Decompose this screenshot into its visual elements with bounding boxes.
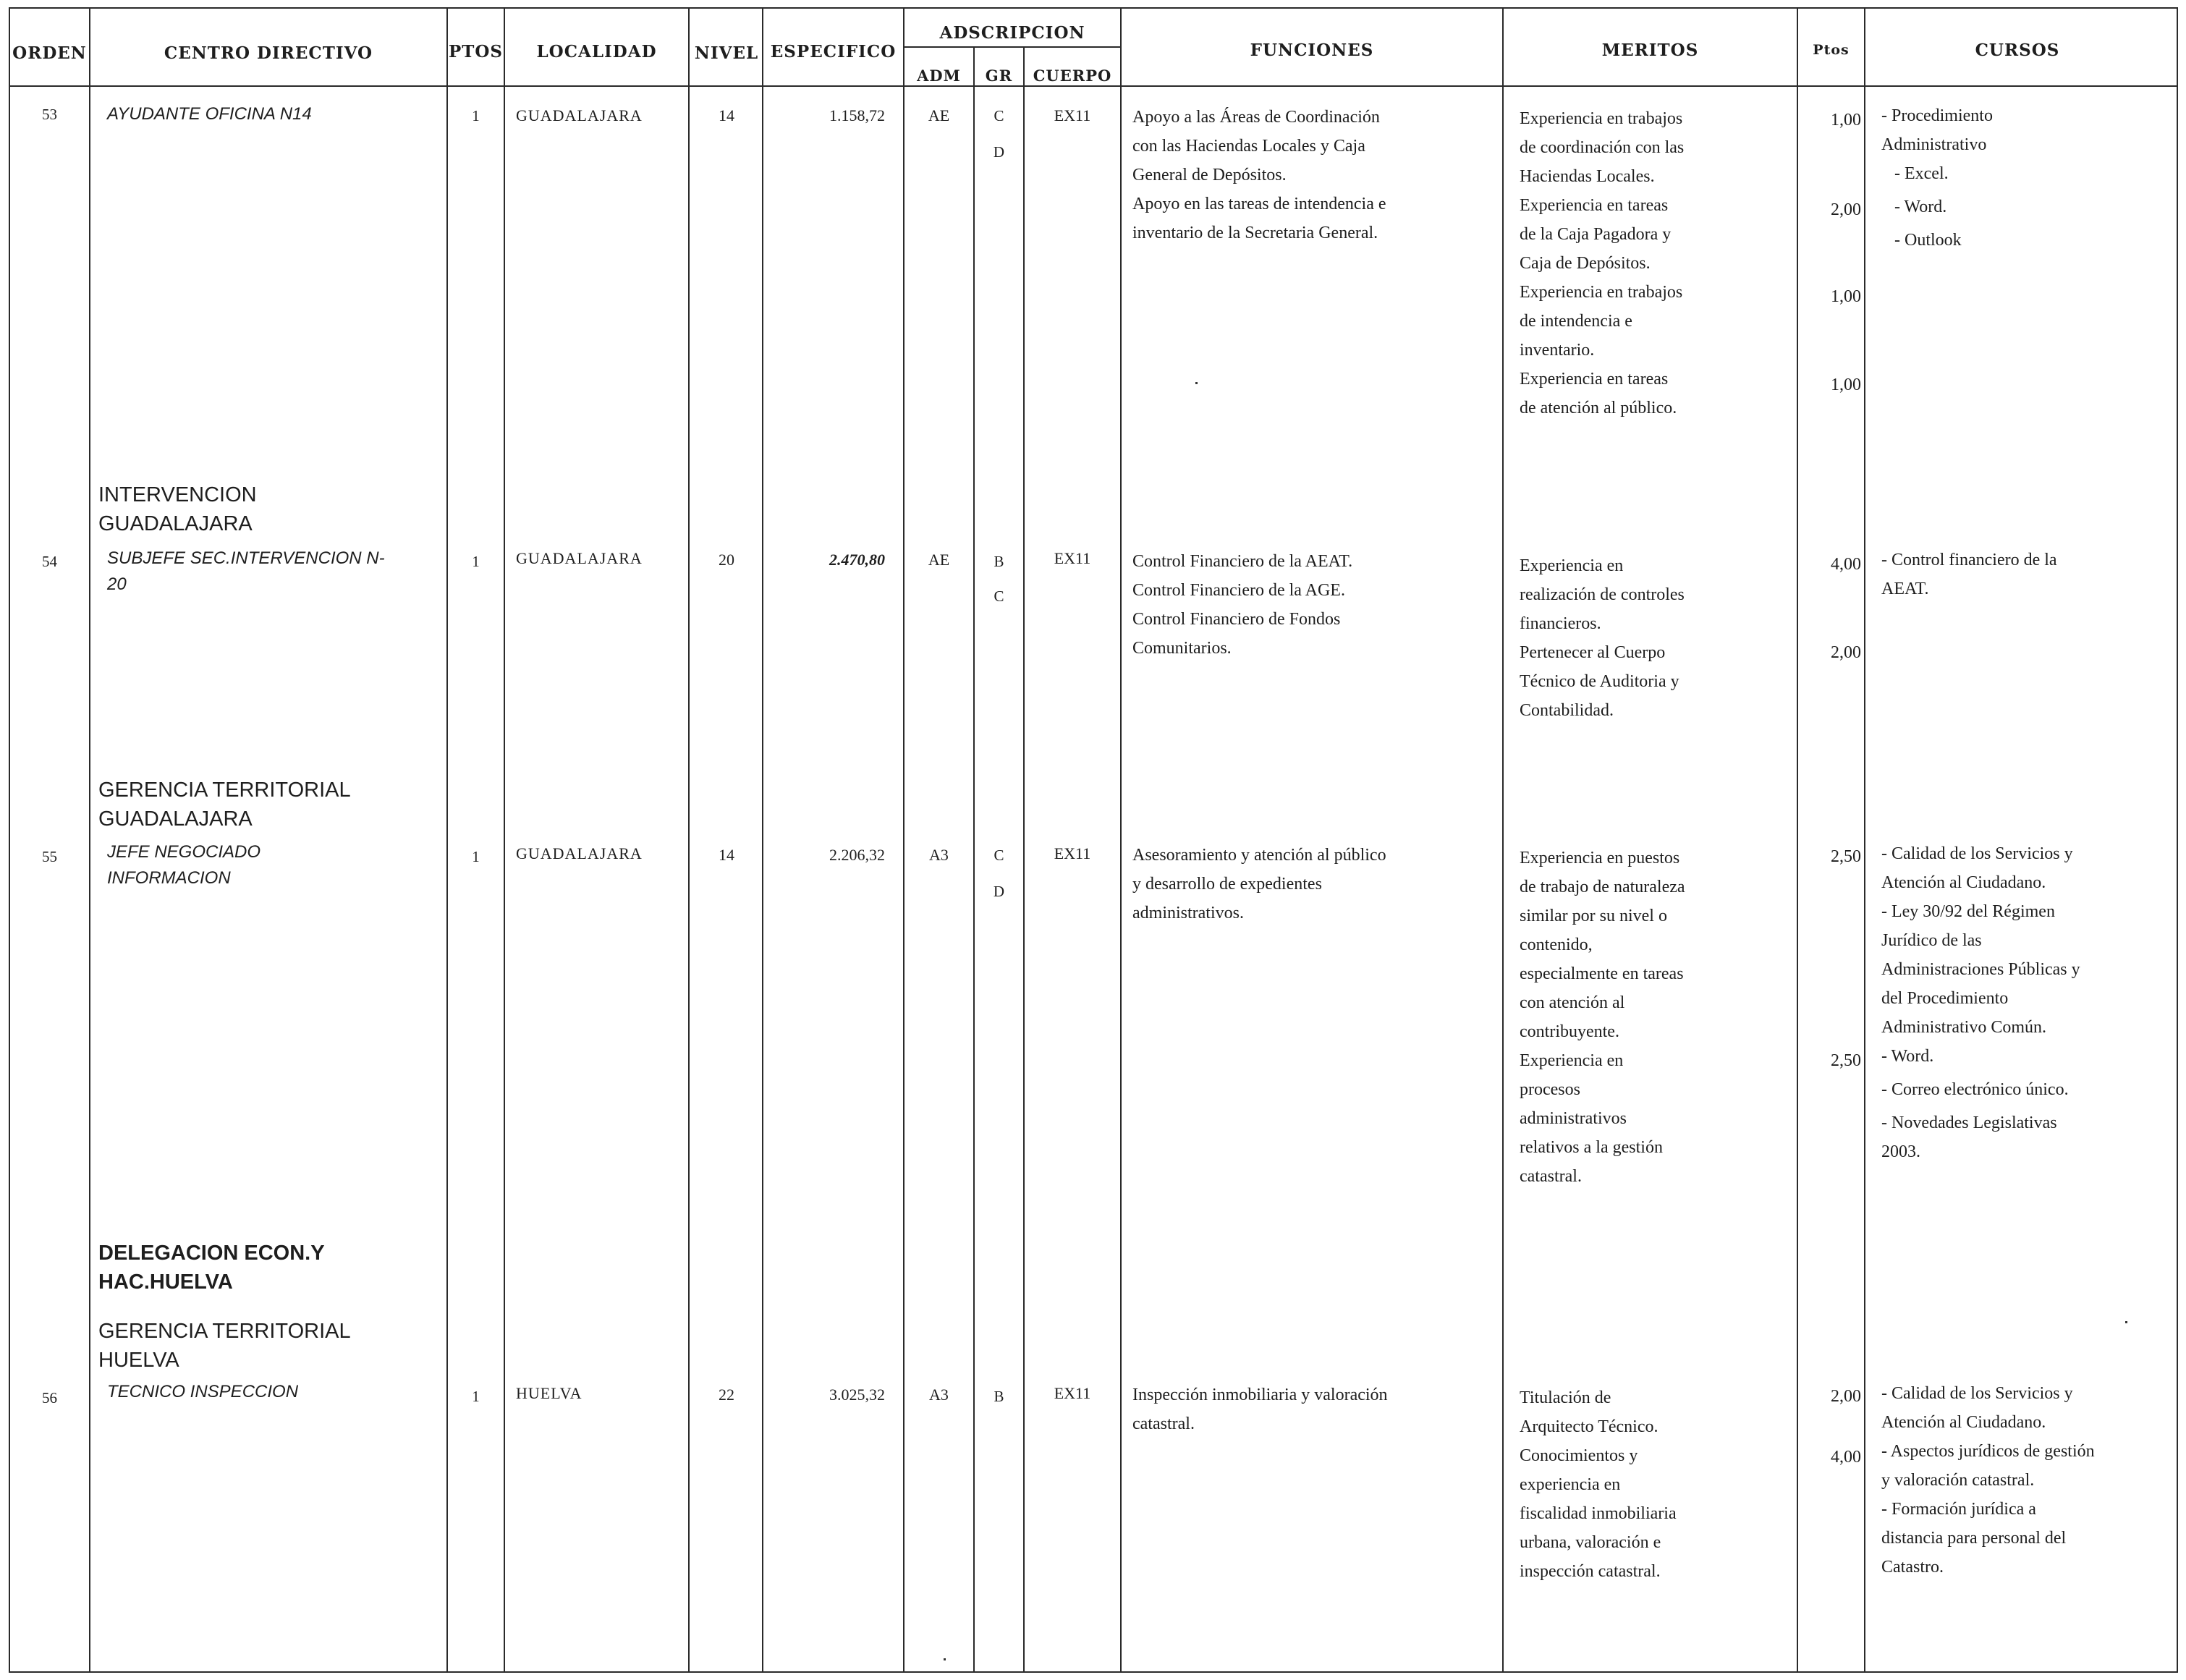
funciones-line: General de Depósitos. (1132, 166, 1287, 184)
curso-line: Catastro. (1881, 1558, 1944, 1577)
col-divider (89, 7, 90, 1673)
merito-line: de atención al público. (1520, 399, 1677, 417)
curso-line: - Ley 30/92 del Régimen (1881, 902, 2055, 921)
merito-points: 1,00 (1831, 376, 1861, 394)
curso-line: - Procedimiento (1881, 106, 1993, 125)
merito-line: de trabajo de naturaleza (1520, 878, 1685, 896)
curso-line: - Control financiero de la (1881, 551, 2057, 569)
merito-line: experiencia en (1520, 1475, 1621, 1494)
funciones-line: catastral. (1132, 1414, 1195, 1433)
curso-line: distancia para personal del (1881, 1529, 2067, 1548)
row-puesto: JEFE NEGOCIADO INFORMACION (107, 842, 261, 888)
curso-line: - Word. (1894, 198, 1947, 216)
curso-line: Administrativo (1881, 135, 1987, 154)
merito-line: inventario. (1520, 341, 1595, 360)
header-cursos: CURSOS (1975, 41, 2060, 60)
funciones-line: Control Financiero de la AGE. (1132, 581, 1345, 600)
curso-line: - Calidad de los Servicios y (1881, 844, 2073, 863)
merito-line: contribuyente. (1520, 1022, 1619, 1041)
curso-line: - Formación jurídica a (1881, 1500, 2036, 1519)
row-ptos: 1 (472, 553, 480, 570)
merito-line: realización de controles (1520, 585, 1685, 604)
group-heading (98, 1239, 402, 1297)
row-cursos (1881, 101, 1993, 255)
row-orden: 55 (42, 848, 57, 865)
merito-line: Conocimientos y (1520, 1446, 1638, 1465)
merito-line: Técnico de Auditoria y (1520, 672, 1679, 691)
row-orden: 53 (42, 106, 57, 123)
col-divider (688, 7, 690, 1673)
header-adscripcion: ADSCRIPCION (939, 23, 1085, 43)
merito-line: especialmente en tareas (1520, 964, 1684, 983)
row-meritos (1520, 1383, 1677, 1586)
row-cuerpo: EX11 (1054, 549, 1091, 567)
header-ptos-meritos: Ptos (1813, 42, 1850, 58)
row-funciones (1132, 1380, 1388, 1438)
merito-line: Experiencia en (1520, 556, 1624, 575)
col-divider (504, 7, 505, 1673)
row-orden: 54 (42, 553, 57, 570)
merito-line: de la Caja Pagadora y (1520, 225, 1672, 244)
row-especifico: 2.206,32 (829, 846, 885, 864)
curso-line: AEAT. (1881, 580, 1929, 598)
merito-line: inspección catastral. (1520, 1562, 1661, 1581)
row-puesto: SUBJEFE SEC.INTERVENCION N-20 (107, 548, 385, 594)
header-cuerpo: CUERPO (1033, 67, 1112, 85)
merito-line: Experiencia en tareas (1520, 370, 1669, 389)
row-funciones (1132, 841, 1386, 928)
curso-line: - Novedades Legislativas (1881, 1113, 2057, 1132)
curso-line: Administrativo Común. (1881, 1018, 2046, 1037)
header-ptos: PTOS (448, 42, 504, 61)
funciones-line: Apoyo a las Áreas de Coordinación (1132, 108, 1380, 127)
merito-line: Haciendas Locales. (1520, 167, 1655, 186)
row-especifico: 1.158,72 (829, 106, 885, 124)
merito-line: Experiencia en trabajos (1520, 109, 1683, 128)
row-especifico: 3.025,32 (829, 1386, 885, 1404)
funciones-line: con las Haciendas Locales y Caja (1132, 137, 1365, 156)
row-localidad: GUADALAJARA (516, 844, 643, 862)
row-gr: D (993, 143, 1005, 161)
merito-points: 4,00 (1831, 1448, 1861, 1467)
funciones-line: Comunitarios. (1132, 639, 1232, 658)
funciones-line: y desarrollo de expedientes (1132, 875, 1322, 894)
merito-points: 2,50 (1831, 1051, 1861, 1070)
group-heading (98, 1317, 402, 1375)
curso-line: - Excel. (1894, 164, 1949, 183)
merito-line: Contabilidad. (1520, 701, 1614, 720)
merito-line: Pertenecer al Cuerpo (1520, 643, 1666, 662)
curso-line: - Calidad de los Servicios y (1881, 1384, 2073, 1403)
header-funciones: FUNCIONES (1250, 41, 1374, 60)
group-heading-line: INTERVENCION (98, 483, 257, 506)
curso-line: - Correo electrónico único. (1881, 1080, 2069, 1099)
col-divider (1120, 7, 1122, 1673)
funciones-line: Asesoramiento y atención al público (1132, 846, 1386, 865)
merito-line: urbana, valoración e (1520, 1533, 1661, 1552)
col-divider (1797, 7, 1798, 1673)
header-localidad: LOCALIDAD (536, 42, 657, 61)
row-funciones (1132, 547, 1352, 663)
row-funciones (1132, 103, 1386, 247)
row-meritos (1520, 844, 1685, 1191)
curso-line: - Aspectos jurídicos de gestión (1881, 1442, 2095, 1461)
group-heading (98, 776, 402, 833)
merito-line: de coordinación con las (1520, 138, 1685, 157)
row-adm: AE (928, 551, 950, 569)
row-ptos: 1 (472, 1388, 480, 1405)
row-adm: AE (928, 106, 950, 124)
merito-line: con atención al (1520, 993, 1625, 1012)
header-centro-directivo: CENTRO DIRECTIVO (164, 43, 373, 63)
row-localidad: GUADALAJARA (516, 106, 643, 124)
col-divider (762, 7, 763, 1673)
row-gr: B (994, 553, 1004, 570)
row-cursos (1881, 1379, 2095, 1582)
funciones-line: Inspección inmobiliaria y valoración (1132, 1386, 1388, 1404)
merito-line: Experiencia en (1520, 1051, 1624, 1070)
merito-line: Arquitecto Técnico. (1520, 1417, 1658, 1436)
group-heading-line: DELEGACION ECON.Y (98, 1242, 325, 1265)
header-especifico: ESPECIFICO (770, 42, 897, 61)
merito-line: Experiencia en tareas (1520, 196, 1669, 215)
group-heading-line: HAC.HUELVA (98, 1270, 233, 1294)
merito-points: 2,00 (1831, 1387, 1861, 1406)
row-localidad: GUADALAJARA (516, 549, 643, 567)
row-meritos (1520, 551, 1685, 725)
header-nivel: NIVEL (694, 43, 759, 63)
merito-line: procesos (1520, 1080, 1580, 1099)
curso-line: y valoración catastral. (1881, 1471, 2035, 1490)
funciones-line: Control Financiero de la AEAT. (1132, 552, 1353, 571)
merito-line: fiscalidad inmobiliaria (1520, 1504, 1677, 1523)
merito-points: 2,50 (1831, 847, 1861, 866)
group-heading (98, 480, 402, 538)
merito-points: 2,00 (1831, 643, 1861, 662)
row-cursos (1881, 839, 2080, 1166)
merito-line: Experiencia en puestos (1520, 849, 1680, 867)
scan-speck (944, 1658, 946, 1660)
header-bottom-rule (9, 85, 2178, 87)
merito-points: 4,00 (1831, 555, 1861, 574)
funciones-line: inventario de la Secretaria General. (1132, 224, 1378, 242)
row-gr: C (994, 107, 1004, 124)
merito-line: Caja de Depósitos. (1520, 254, 1651, 273)
curso-line: - Word. (1881, 1047, 1934, 1066)
row-cuerpo: EX11 (1054, 844, 1091, 862)
row-especifico: 2.470,80 (829, 551, 885, 569)
merito-line: relativos a la gestión (1520, 1138, 1663, 1157)
curso-line: 2003. (1881, 1142, 1920, 1161)
col-divider (1502, 7, 1504, 1673)
header-adm: ADM (917, 67, 961, 85)
row-gr: C (994, 587, 1004, 605)
row-ptos: 1 (472, 107, 480, 124)
curso-line: Atención al Ciudadano. (1881, 873, 2046, 892)
col-divider (903, 7, 905, 1673)
row-gr: C (994, 847, 1004, 864)
col-divider (1864, 7, 1865, 1673)
group-heading-line: GERENCIA TERRITORIAL (98, 1320, 351, 1343)
group-heading-line: GUADALAJARA (98, 807, 253, 831)
row-cuerpo: EX11 (1054, 1384, 1091, 1402)
merito-line: Titulación de (1520, 1388, 1611, 1407)
merito-points: 2,00 (1831, 200, 1861, 219)
funciones-line: Control Financiero de Fondos (1132, 610, 1341, 629)
row-cuerpo: EX11 (1054, 106, 1091, 124)
group-heading-line: GERENCIA TERRITORIAL (98, 779, 351, 802)
funciones-line: administrativos. (1132, 904, 1244, 922)
group-heading-line: GUADALAJARA (98, 512, 253, 535)
merito-line: administrativos (1520, 1109, 1627, 1128)
merito-points: 1,00 (1831, 111, 1861, 130)
header-meritos: MERITOS (1601, 41, 1699, 60)
curso-line: - Outlook (1894, 231, 1962, 250)
curso-line: Atención al Ciudadano. (1881, 1413, 2046, 1432)
row-ptos: 1 (472, 848, 480, 865)
scan-speck (1195, 382, 1198, 384)
row-localidad: HUELVA (516, 1384, 582, 1402)
row-orden: 56 (42, 1389, 57, 1407)
row-adm: A3 (929, 846, 949, 864)
col-divider (446, 7, 448, 1673)
funciones-line: Apoyo en las tareas de intendencia e (1132, 195, 1386, 213)
header-gr: GR (985, 67, 1013, 85)
row-cursos (1881, 546, 2057, 603)
merito-line: similar por su nivel o (1520, 907, 1667, 925)
curso-line: del Procedimiento (1881, 989, 2009, 1008)
merito-line: financieros. (1520, 614, 1601, 633)
curso-line: Jurídico de las (1881, 931, 1982, 950)
row-nivel: 20 (719, 551, 734, 569)
curso-line: Administraciones Públicas y (1881, 960, 2080, 979)
merito-points: 1,00 (1831, 287, 1861, 306)
row-nivel: 22 (719, 1386, 734, 1404)
merito-line: Experiencia en trabajos (1520, 283, 1683, 302)
row-puesto: TECNICO INSPECCION (107, 1382, 299, 1401)
row-gr: D (993, 883, 1005, 900)
row-meritos (1520, 104, 1684, 423)
adscripcion-divider (903, 46, 1122, 48)
group-heading-line: HUELVA (98, 1349, 179, 1372)
row-puesto: AYUDANTE OFICINA N14 (107, 104, 312, 124)
scan-speck (2125, 1321, 2127, 1323)
row-gr: B (994, 1388, 1004, 1405)
merito-line: de intendencia e (1520, 312, 1632, 331)
row-nivel: 14 (719, 106, 734, 124)
header-orden: ORDEN (12, 43, 87, 63)
merito-line: contenido, (1520, 936, 1593, 954)
row-adm: A3 (929, 1386, 949, 1404)
row-nivel: 14 (719, 846, 734, 864)
merito-line: catastral. (1520, 1167, 1582, 1186)
